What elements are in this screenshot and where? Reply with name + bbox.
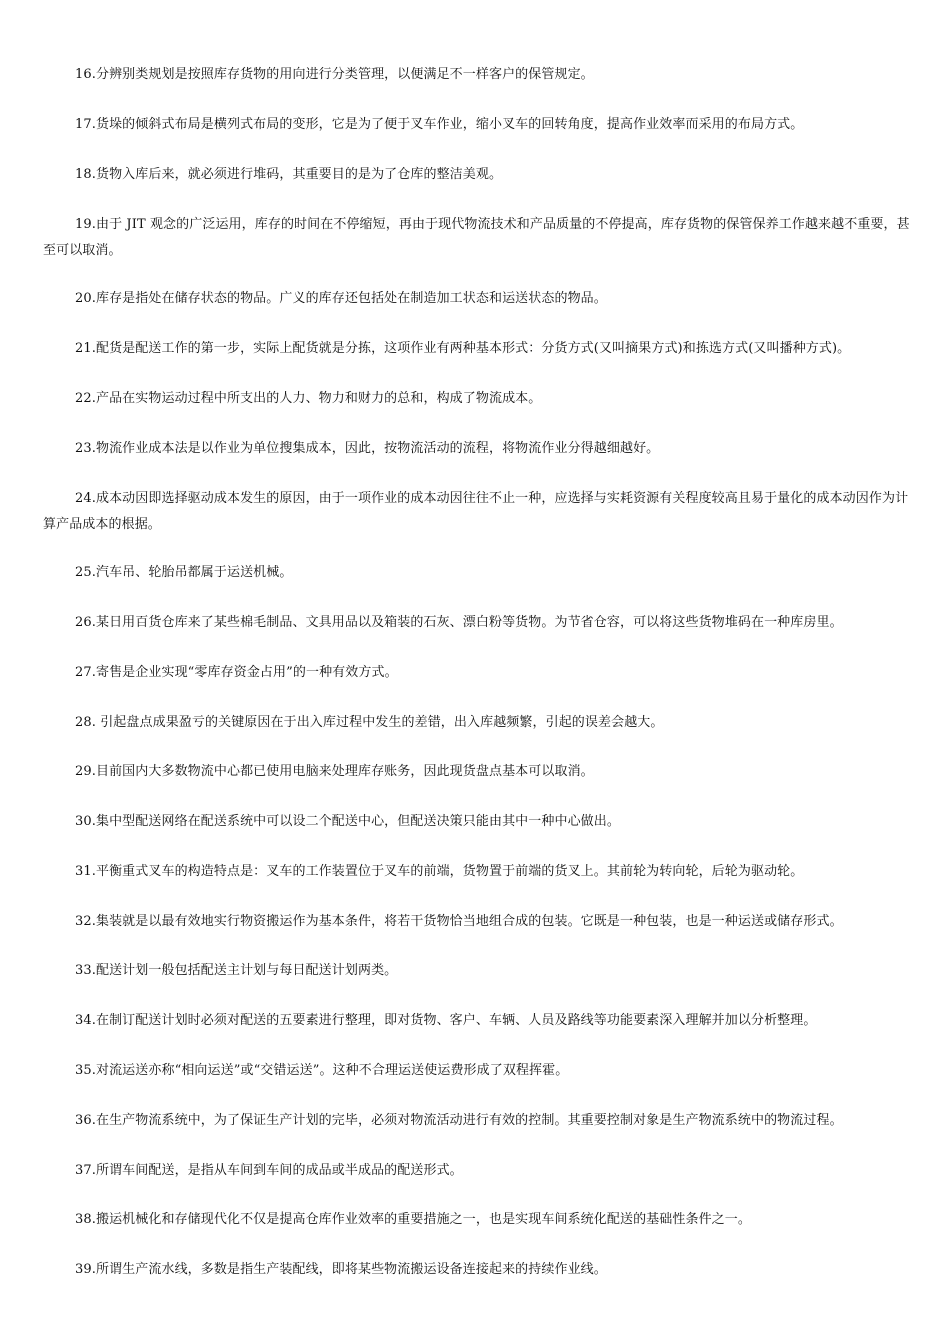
statement-37: 37.所谓车间配送，是指从车间到车间的成品或半成品的配送形式。 <box>75 1163 463 1178</box>
statement-17: 17.货垛的倾斜式布局是横列式布局的变形，它是为了便于叉车作业，缩小叉车的回转角度，提高作业效率而采用的布局方式。 <box>75 117 804 132</box>
statement-31: 31.平衡重式叉车的构造特点是：叉车的工作装置位于叉车的前端，货物置于前端的货叉上。其前轮为转向轮，后轮为驱动轮。 <box>75 864 804 879</box>
statement-22: 22.产品在实物运动过程中所支出的人力、物力和财力的总和，构成了物流成本。 <box>75 391 542 406</box>
statement-18: 18.货物入库后来，就必须进行堆码，其重要目的是为了仓库的整洁美观。 <box>75 167 503 182</box>
statement-29: 29.目前国内大多数物流中心都已使用电脑来处理库存账务，因此现货盘点基本可以取消。 <box>75 764 594 779</box>
statement-38: 38.搬运机械化和存储现代化不仅是提高仓库作业效率的重要措施之一，也是实现车间系统化配送的基础性条件之一。 <box>75 1212 751 1227</box>
statement-26: 26.某日用百货仓库来了某些棉毛制品、文具用品以及箱装的石灰、漂白粉等货物。为节省仓容，可以将这些货物堆码在一种库房里。 <box>75 615 843 630</box>
statement-19: 19.由于 JIT 观念的广泛运用，库存的时间在不停缩短，再由于现代物流技术和产品质量的不停提高，库存货物的保管保养工作越来越不重要，甚至可以取消。 <box>43 217 910 258</box>
statement-16: 16.分辨别类规划是按照库存货物的用向进行分类管理，以便满足不一样客户的保管规定。 <box>75 67 594 82</box>
statement-23: 23.物流作业成本法是以作业为单位搜集成本，因此，按物流活动的流程，将物流作业分得越细越好。 <box>75 441 660 456</box>
statement-30: 30.集中型配送网络在配送系统中可以设二个配送中心，但配送决策只能由其中一种中心做出。 <box>75 814 620 829</box>
statement-34: 34.在制订配送计划时必须对配送的五要素进行整理，即对货物、客户、车辆、人员及路线等功能要素深入理解并加以分析整理。 <box>75 1013 817 1028</box>
statement-32: 32.集装就是以最有效地实行物资搬运作为基本条件，将若干货物恰当地组合成的包装。它既是一种包装，也是一种运送或储存形式。 <box>75 914 843 929</box>
statement-28: 28. 引起盘点成果盈亏的关键原因在于出入库过程中发生的差错，出入库越频繁，引起的误差会越大。 <box>75 715 664 730</box>
statement-35: 35.对流运送亦称“相向运送”或“交错运送”。这种不合理运送使运费形成了双程挥霍。 <box>75 1063 569 1078</box>
statement-24: 24.成本动因即选择驱动成本发生的原因，由于一项作业的成本动因往往不止一种，应选择与实耗资源有关程度较高且易于量化的成本动因作为计算产品成本的根据。 <box>43 491 909 532</box>
statement-33: 33.配送计划一般包括配送主计划与每日配送计划两类。 <box>75 963 398 978</box>
statement-25: 25.汽车吊、轮胎吊都属于运送机械。 <box>75 565 293 580</box>
statement-21: 21.配货是配送工作的第一步，实际上配货就是分拣，这项作业有两种基本形式：分货方式(又叫摘果方式)和拣选方式(又叫播种方式)。 <box>75 341 851 356</box>
statement-39: 39.所谓生产流水线，多数是指生产装配线，即将某些物流搬运设备连接起来的持续作业线。 <box>75 1262 607 1277</box>
statement-36: 36.在生产物流系统中，为了保证生产计划的完毕，必须对物流活动进行有效的控制。其重要控制对象是生产物流系统中的物流过程。 <box>75 1113 843 1128</box>
statement-27: 27.寄售是企业实现“零库存资金占用”的一种有效方式。 <box>75 665 398 680</box>
statement-20: 20.库存是指处在储存状态的物品。广义的库存还包括处在制造加工状态和运送状态的物品。 <box>75 291 607 306</box>
